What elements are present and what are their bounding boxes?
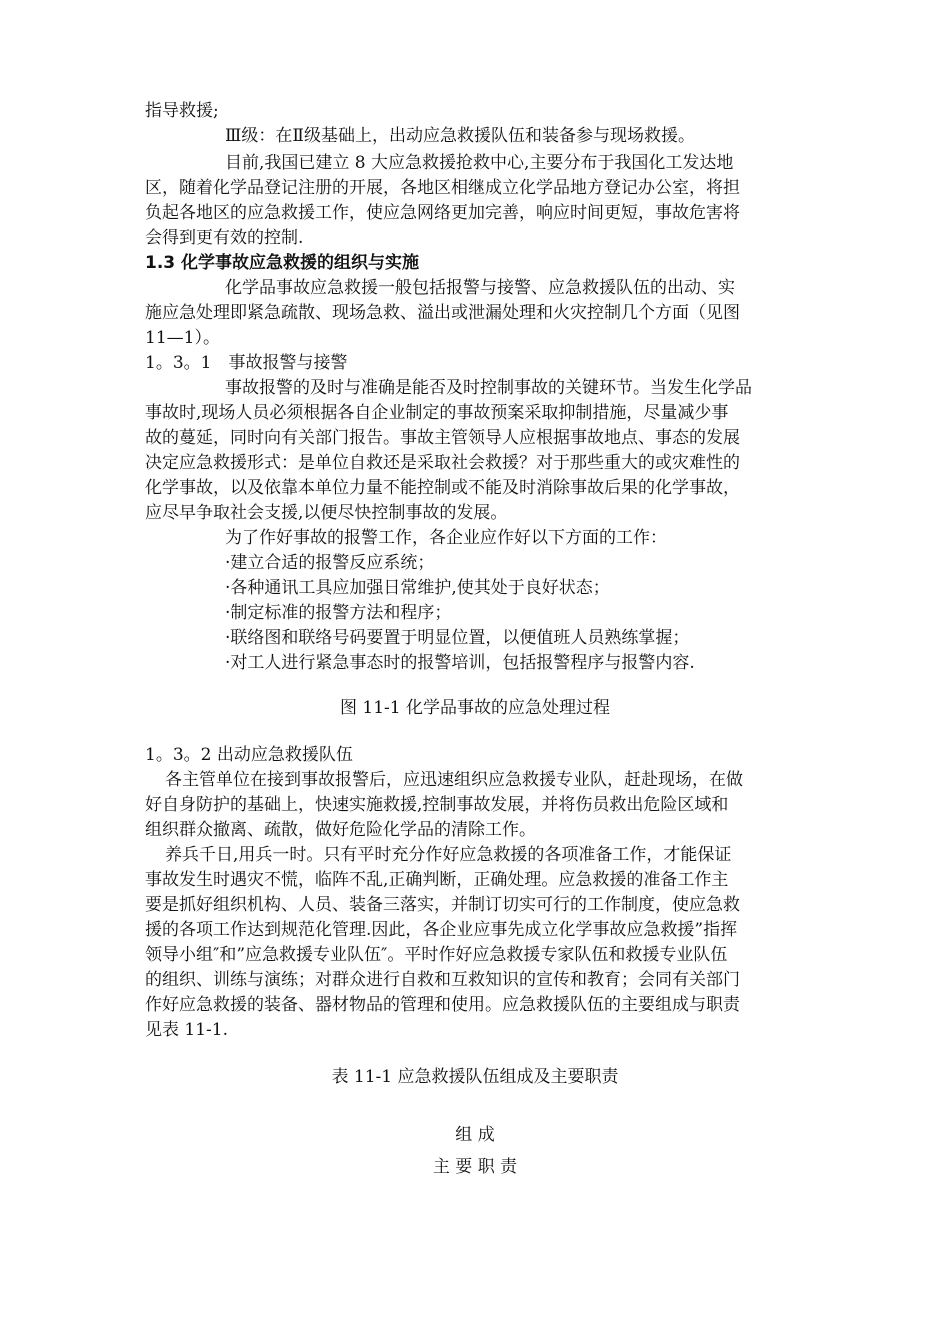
table-caption: 表 11-1 应急救援队伍组成及主要职责 (331, 1067, 619, 1087)
section-heading: 1.3 化学事故应急救援的组织与实施 (145, 253, 420, 273)
text-line: 为了作好事故的报警工作，各企业应作好以下方面的工作： (225, 528, 667, 548)
text-line: 故的蔓延，同时向有关部门报告。事故主管领导人应根据事故地点、事态的发展 (145, 428, 740, 448)
text-line: 养兵千日,用兵一时。只有平时充分作好应急救援的各项准备工作，才能保证 (165, 845, 732, 865)
text-line: 11—1）。 (145, 328, 220, 348)
text-line: 应尽早争取社会支援,以便尽快控制事故的发展。 (145, 503, 508, 523)
list-item: ·制定标准的报警方法和程序； (225, 603, 452, 623)
text-line: 负起各地区的应急救援工作，使应急网络更加完善，响应时间更短，事故危害将 (145, 203, 740, 223)
text-line: 作好应急救援的装备、器材物品的管理和使用。应急救援队伍的主要组成与职责 (145, 995, 740, 1015)
text-line: Ⅲ级：在Ⅱ级基础上，出动应急救援队伍和装备参与现场救援。 (225, 126, 695, 146)
table-header-duties: 主 要 职 责 (432, 1157, 518, 1177)
text-line: 化学事故，以及依靠本单位力量不能控制或不能及时消除事故后果的化学事故， (145, 478, 740, 498)
text-line: 指导救援; (145, 101, 219, 121)
text-line: 见表 11-1. (145, 1020, 228, 1040)
subsection-heading: 1。3。2 出动应急救援队伍 (145, 745, 353, 765)
text-line: 施应急处理即紧急疏散、现场急救、溢出或泄漏处理和火灾控制几个方面（见图 (145, 303, 740, 323)
text-line: 事故报警的及时与准确是能否及时控制事故的关键环节。当发生化学品 (225, 378, 752, 398)
text-line: 援的各项工作达到规范化管理.因此，各企业应事先成立化学事故应急救援”指挥 (145, 920, 738, 940)
text-line: 好自身防护的基础上，快速实施救援,控制事故发展，并将伤员救出危险区域和 (145, 795, 729, 815)
text-line: 事故发生时遇灾不慌，临阵不乱,正确判断，正确处理。应急救援的准备工作主 (145, 870, 729, 890)
text-line: 各主管单位在接到事故报警后，应迅速组织应急救援专业队，赶赴现场，在做 (165, 770, 743, 790)
table-header-composition: 组 成 (455, 1125, 495, 1145)
list-item: ·对工人进行紧急事态时的报警培训，包括报警程序与报警内容. (225, 653, 695, 673)
text-line: 决定应急救援形式：是单位自救还是采取社会救援？对于那些重大的或灾难性的 (145, 453, 740, 473)
list-item: ·联络图和联络号码要置于明显位置，以便值班人员熟练掌握； (225, 628, 690, 648)
list-item: ·建立合适的报警反应系统； (225, 553, 435, 573)
text-line: 目前,我国已建立 8 大应急救援抢救中心,主要分布于我国化工发达地 (225, 153, 734, 173)
text-line: 事故时,现场人员必须根据各自企业制定的事故预案采取抑制措施，尽量减少事 (145, 403, 729, 423)
text-line: 会得到更有效的控制. (145, 228, 304, 248)
text-line: 组织群众撤离、疏散，做好危险化学品的清除工作。 (145, 820, 536, 840)
text-line: 领导小组″和”应急救援专业队伍″。平时作好应急救援专家队伍和救援专业队伍 (145, 945, 728, 965)
text-line: 区，随着化学品登记注册的开展，各地区相继成立化学品地方登记办公室，将担 (145, 178, 740, 198)
subsection-heading: 1。3。1 事故报警与接警 (145, 353, 348, 373)
figure-caption: 图 11-1 化学品事故的应急处理过程 (340, 698, 610, 718)
text-line: 要是抓好组织机构、人员、装备三落实，并制订切实可行的工作制度，使应急救 (145, 895, 740, 915)
text-line: 化学品事故应急救援一般包括报警与接警、应急救援队伍的出动、实 (225, 278, 735, 298)
list-item: ·各种通讯工具应加强日常维护,使其处于良好状态； (225, 578, 610, 598)
text-line: 的组织、训练与演练；对群众进行自救和互救知识的宣传和教育；会同有关部门 (145, 970, 740, 990)
